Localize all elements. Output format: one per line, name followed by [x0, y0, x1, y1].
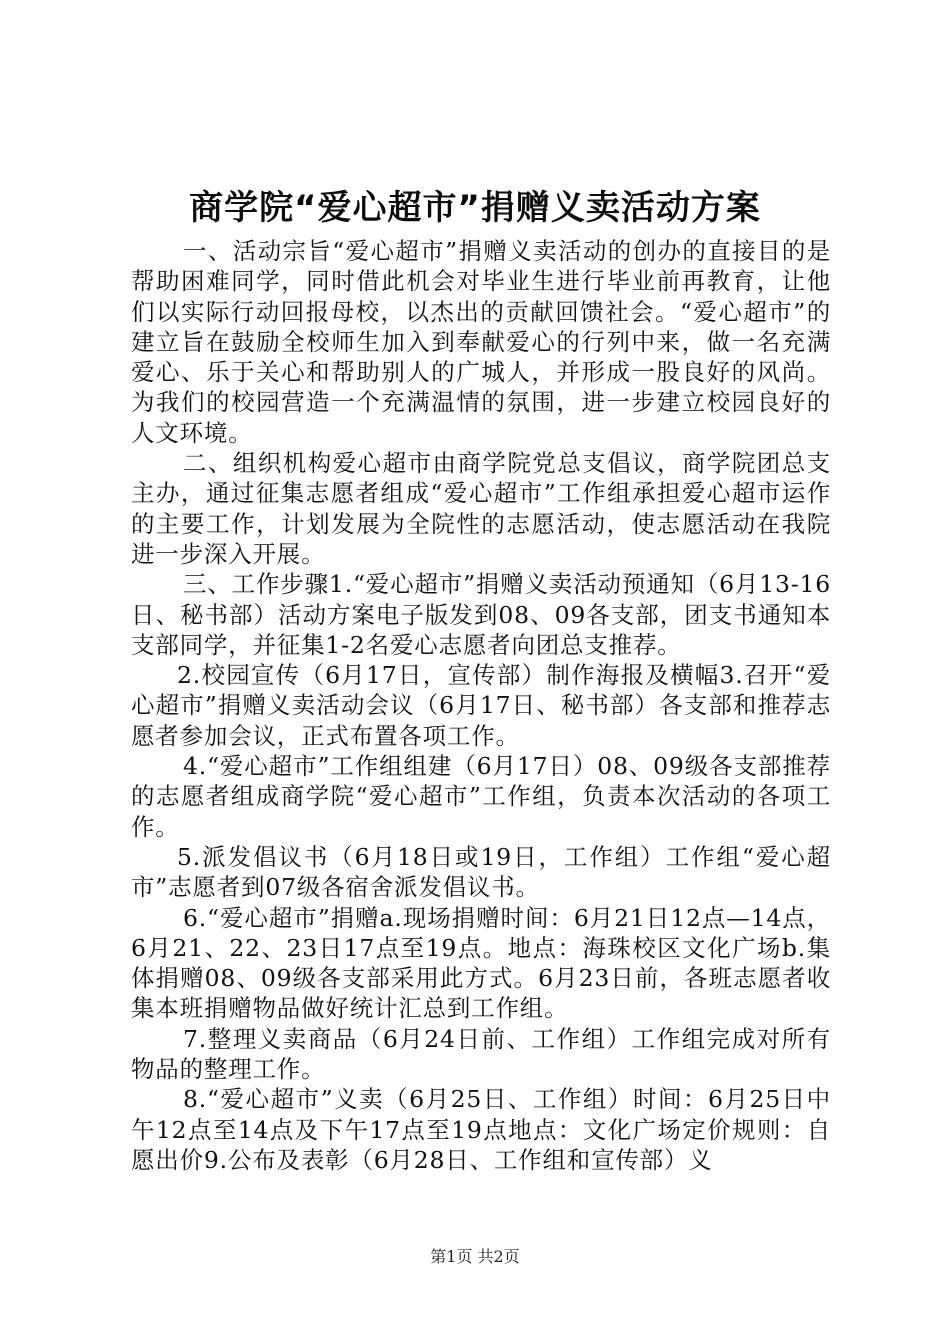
paragraph-donation: 6.“爱心超市”捐赠a.现场捐赠时间：6月21日12点—14点，6月21、22、23日17点至19点。地点：海珠校区文化广场b.集体捐赠08、09级各支部采用此方式。6月23日前，各班志愿者收集本班捐赠物品做好统计汇总到工作组。	[131, 903, 831, 1023]
paragraph-campus-promotion: 2.校园宣传（6月17日，宣传部）制作海报及横幅3.召开“爱心超市”捐赠义卖活动会议（6月17日、秘书部）各支部和推荐志愿者参加会议，正式布置各项工作。	[131, 661, 831, 750]
paragraph-charity-sale: 8.“爱心超市”义卖（6月25日、工作组）时间：6月25日中午12点至14点及下午17点至19点地点：文化广场定价规则：自愿出价9.公布及表彰（6月28日、工作组和宣传部）义	[131, 1085, 831, 1174]
paragraph-steps-notice: 三、工作步骤1.“爱心超市”捐赠义卖活动预通知（6月13-16日、秘书部）活动方案电子版发到08、09各支部，团支书通知本支部同学，并征集1-2名爱心志愿者向团总支推荐。	[131, 570, 831, 659]
paragraph-proposal: 5.派发倡议书（6月18日或19日，工作组）工作组“爱心超市”志愿者到07级各宿舍派发倡议书。	[131, 842, 831, 902]
paragraph-organization: 二、组织机构爱心超市由商学院党总支倡议，商学院团总支主办，通过征集志愿者组成“爱心超市”工作组承担爱心超市运作的主要工作，计划发展为全院性的志愿活动，使志愿活动在我院进一步深入开展。	[131, 449, 831, 568]
paragraph-workgroup: 4.“爱心超市”工作组组建（6月17日）08、09级各支部推荐的志愿者组成商学院“爱心超市”工作组，负责本次活动的各项工作。	[131, 752, 831, 841]
document-body	[131, 236, 831, 1175]
document-title: 商学院“爱心超市”捐赠义卖活动方案	[189, 188, 761, 228]
paragraph-sorting: 7.整理义卖商品（6月24日前、工作组）工作组完成对所有物品的整理工作。	[131, 1024, 831, 1084]
paragraph-purpose: 一、活动宗旨“爱心超市”捐赠义卖活动的创办的直接目的是帮助困难同学，同时借此机会对毕业生进行毕业前再教育，让他们以实际行动回报母校，以杰出的贡献回馈社会。“爱心超市”的建立旨在鼓励全校师生加入到奉献爱心的行列中来，做一名充满爱心、乐于关心和帮助别人的广城人，并形成一股良好的风尚。为我们的校园营造一个充满温情的氛围，进一步建立校园良好的人文环境。	[131, 237, 831, 447]
page-number-footer: 第1页 共2页	[430, 1247, 520, 1266]
